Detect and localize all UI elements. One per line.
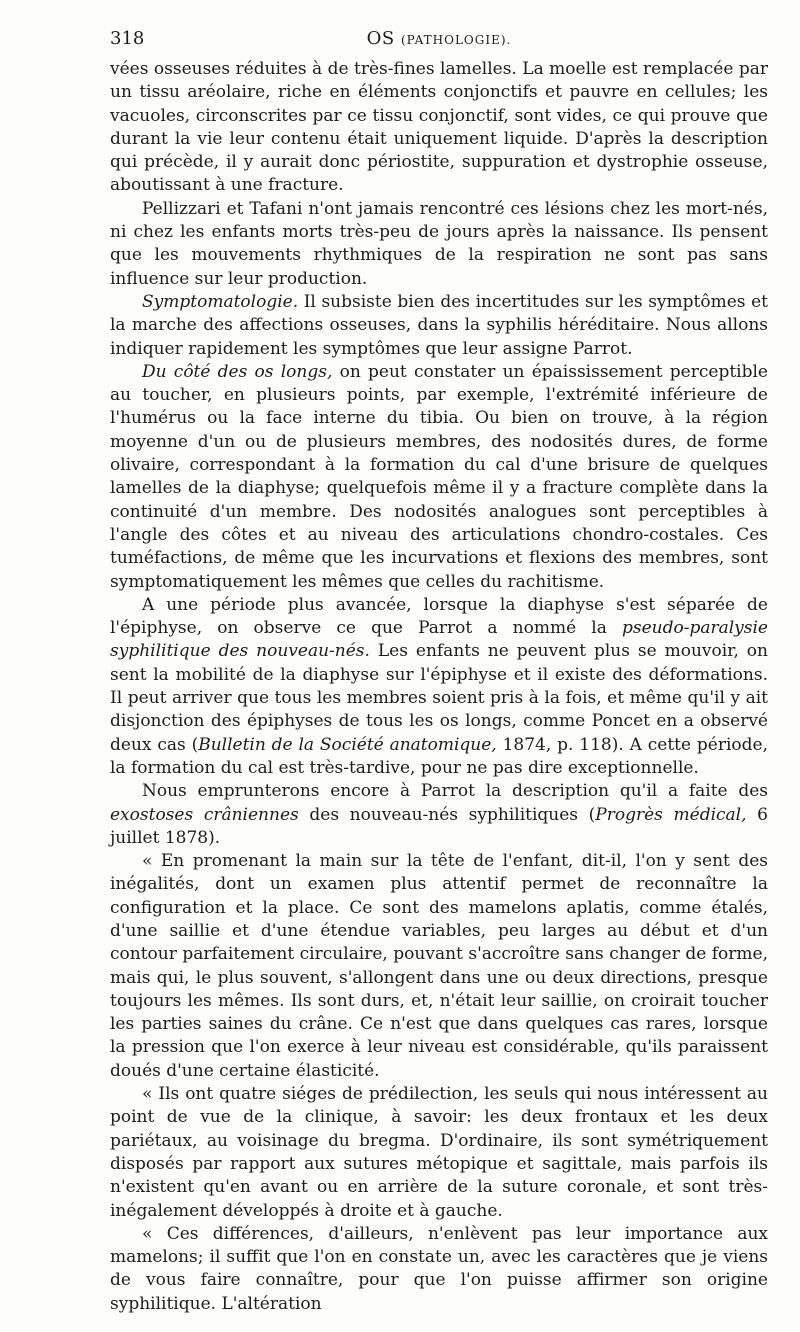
text-run: Les enfants ne peuvent plus se mouvoir, on sent la mobilité de la diaphyse sur l'épiphyse et il existe des déformations. Il peut arriver que tous les membres soient pris à la fois, et même qu'il y ait disjonction des épiphyses de tous les os longs, comme Poncet en a observé deux cas ( [110, 641, 768, 755]
italic-text: exostoses crâniennes [110, 804, 299, 825]
text-run: 1874, p. 118). A cette période, la formation du cal est très-tardive, pour ne pas dire exceptionnelle. [110, 734, 768, 778]
paragraph [110, 361, 768, 594]
paragraph [110, 850, 768, 1083]
text-run: Nous emprunterons encore à Parrot la description qu'il a faite des [142, 781, 768, 802]
paragraph [110, 1083, 768, 1223]
paragraph [110, 198, 768, 291]
running-header [110, 28, 768, 58]
running-title [110, 28, 768, 49]
paragraph [110, 594, 768, 780]
text-run: des nouveau-nés syphilitiques ( [298, 804, 596, 825]
paragraph [110, 291, 768, 361]
paragraph [110, 1223, 768, 1316]
running-title-main: OS [366, 28, 395, 49]
italic-text: pseudo-paralysie syphilitique des nouveau-nés. [110, 618, 768, 662]
paragraph [110, 58, 768, 198]
text-run: « En promenant la main sur la tête de l'enfant, dit-il, l'on y sent des inégalités, dont un examen plus attentif permet de reconnaître la configuration et la place. Ce sont des mamelons aplatis, comme étalés, d'une saillie et d'une étendue variables, peu larges au début et d'un contour parfaitement circulaire, pouvant s'accroître sans changer de forme, mais qui, le plus souvent, s'allongent dans une ou deux directions, presque toujours les mêmes. Ils sont durs, et, n'était leur saillie, on croirait toucher les parties saines du crâne. Ce n'est que dans quelques cas rares, lorsque la pression que l'on exerce à leur niveau est considérable, qu'ils paraissent doués d'une certaine élasticité. [110, 851, 768, 1081]
text-run: 6 juillet 1878). [110, 804, 768, 848]
running-title-sub: (PATHOLOGIE). [400, 33, 512, 47]
text-run: A une période plus avancée, lorsque la diaphyse s'est séparée de l'épiphyse, on observe ce que Parrot a nommé la [110, 594, 768, 639]
text-run: vées osseuses réduites à de très-fines lamelles. La moelle est remplacée par un tissu aréolaire, riche en éléments conjonctifs et pauvre en cellules; les vacuoles, circonscrites par ce tissu conjonctif, sont vides, ce qui prouve que durant la vie leur contenu était uniquement liquide. D'après la description qui précède, il y aurait donc périostite, suppuration et dystrophie osseuse, aboutissant à une fracture. [110, 59, 768, 196]
document-page [110, 28, 768, 1316]
text-run: on peut constater un épaississement perceptible au toucher, en plusieurs points, par exemple, l'extrémité inférieure de l'humérus ou la face interne du tibia. Ou bien on trouve, à la région moyenne d'un ou de plusieurs membres, des nodosités dures, de forme olivaire, correspondant à la formation du cal d'une brisure de quelques lamelles de la diaphyse; quelquefois même il y a fracture complète dans la continuité d'un membre. Des nodosités analogues sont perceptibles à l'angle des côtes et au niveau des articulations chondro-costales. Ces tuméfactions, de même que les incurvations et flexions des membres, sont symptomatiquement les mêmes que celles du rachitisme. [110, 361, 768, 592]
italic-text: Bulletin de la Société anatomique, [198, 734, 497, 755]
body-text [110, 58, 768, 1316]
text-run: « Ces différences, d'ailleurs, n'enlèvent pas leur importance aux mamelons; il suffit que l'on en constate un, avec les caractères que je viens de vous faire connaître, pour que l'on puisse affirmer son origine syphilitique. L'altération [110, 1223, 768, 1314]
italic-text: Progrès médical, [595, 804, 747, 825]
text-run: « Ils ont quatre siéges de prédilection, les seuls qui nous intéressent au point de vue de la clinique, à savoir: les deux frontaux et les deux pariétaux, au voisinage du bregma. D'ordinaire, ils sont symétriquement disposés par rapport aux sutures métopique et sagittale, mais parfois ils n'existent qu'en avant ou en arrière de la suture coronale, et sont très-inégalement développés à droite et à gauche. [110, 1084, 768, 1221]
text-run: Pellizzari et Tafani n'ont jamais rencontré ces lésions chez les mort-nés, ni chez les enfants morts très-peu de jours après la naissance. Ils pensent que les mouvements rhythmiques de la respiration ne sont pas sans influence sur leur production. [110, 198, 768, 289]
text-run: Il subsiste bien des incertitudes sur les symptômes et la marche des affections osseuses, dans la syphilis héréditaire. Nous allons indiquer rapidement les symptômes que leur assigne Parrot. [110, 291, 768, 359]
italic-text: Du côté des os longs, [142, 361, 333, 382]
page-number: 318 [110, 28, 145, 49]
italic-text: Symptomatologie. [142, 291, 299, 312]
paragraph [110, 780, 768, 850]
